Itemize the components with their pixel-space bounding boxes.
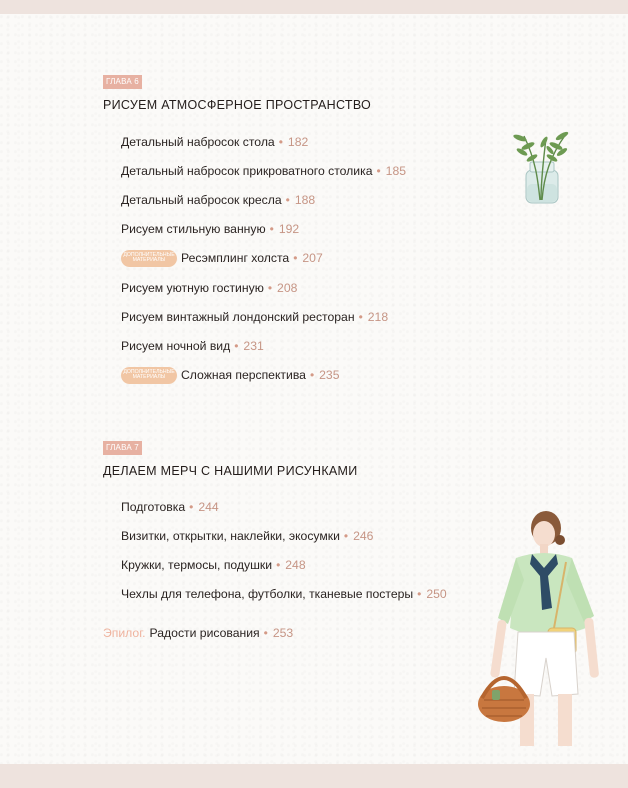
chapter-6-tag: ГЛАВА 6 [103, 75, 142, 89]
entry-title: Кружки, термосы, подушки [121, 557, 273, 572]
toc-entry[interactable] [121, 331, 406, 360]
toc-entry[interactable] [121, 185, 406, 214]
toc-entry[interactable] [121, 521, 447, 550]
chapter-7-tag: ГЛАВА 7 [103, 441, 142, 455]
book-page [0, 14, 628, 764]
separator-dot: • [263, 626, 268, 640]
extra-materials-badge: ДОПОЛНИТЕЛЬНЫЕ МАТЕРИАЛЫ [121, 367, 177, 384]
girl-with-picnic-basket-illustration [468, 508, 618, 748]
entry-title: Рисуем уютную гостиную [121, 280, 264, 295]
page-number: 185 [385, 163, 407, 178]
page-number: 218 [367, 309, 389, 324]
separator-dot: • [234, 338, 239, 353]
entry-title: Сложная перспектива [181, 368, 306, 383]
entry-title: Ресэмплинг холста [181, 251, 290, 266]
toc-entry[interactable] [121, 302, 406, 331]
page-number: 208 [277, 280, 298, 295]
page-number: 253 [272, 626, 294, 640]
page-number: 182 [287, 134, 309, 149]
separator-dot: • [276, 557, 281, 572]
separator-dot: • [376, 163, 381, 178]
separator-dot: • [267, 280, 273, 295]
epilog-title: Радости рисования [149, 626, 260, 640]
page-number: 207 [302, 251, 323, 266]
separator-dot: • [278, 134, 283, 149]
page-number: 246 [353, 528, 374, 543]
toc-entry[interactable] [121, 215, 406, 244]
entry-title: Рисуем винтажный лондонский ресторан [121, 309, 355, 324]
separator-dot: • [269, 222, 274, 237]
separator-dot: • [189, 499, 194, 514]
page-number: 192 [278, 222, 300, 237]
plant-vase-illustration [500, 126, 580, 206]
toc-entry[interactable] [121, 492, 447, 521]
page-number: 244 [198, 499, 219, 514]
separator-dot: • [309, 368, 315, 383]
epilog-entry[interactable] [103, 626, 293, 640]
toc-entry[interactable] [121, 361, 406, 390]
chapter-6-title: РИСУЕМ АТМОСФЕРНОЕ ПРОСТРАНСТВО [103, 98, 372, 112]
toc-entry[interactable] [121, 127, 406, 156]
page-number: 235 [319, 368, 340, 383]
separator-dot: • [293, 251, 298, 266]
chapter-7-title: ДЕЛАЕМ МЕРЧ С НАШИМИ РИСУНКАМИ [103, 464, 358, 478]
toc-entry[interactable] [121, 550, 447, 579]
separator-dot: • [417, 586, 422, 601]
toc-entry[interactable] [121, 244, 406, 273]
page-number: 231 [243, 338, 264, 353]
entry-title: Подготовка [121, 499, 186, 514]
page-number: 250 [426, 586, 447, 601]
entry-title: Детальный набросок стола [121, 134, 275, 149]
entry-title: Детальный набросок кресла [121, 192, 282, 207]
separator-dot: • [343, 528, 349, 543]
page-number: 248 [285, 557, 306, 572]
separator-dot: • [285, 192, 290, 207]
extra-materials-badge: ДОПОЛНИТЕЛЬНЫЕ МАТЕРИАЛЫ [121, 250, 177, 267]
entry-title: Рисуем ночной вид [121, 338, 231, 353]
page-number: 188 [294, 192, 316, 207]
chapter-6-contents [121, 127, 406, 390]
epilog-label: Эпилог. [103, 626, 146, 640]
entry-title: Рисуем стильную ванную [121, 222, 266, 237]
entry-title: Визитки, открытки, наклейки, экосумки [121, 528, 340, 543]
entry-title: Детальный набросок прикроватного столика [121, 163, 373, 178]
chapter-7-contents [121, 492, 447, 608]
toc-entry[interactable] [121, 273, 406, 302]
toc-entry[interactable] [121, 156, 406, 185]
toc-entry[interactable] [121, 579, 447, 608]
separator-dot: • [358, 309, 363, 324]
entry-title: Чехлы для телефона, футболки, тканевые постеры [121, 586, 414, 601]
